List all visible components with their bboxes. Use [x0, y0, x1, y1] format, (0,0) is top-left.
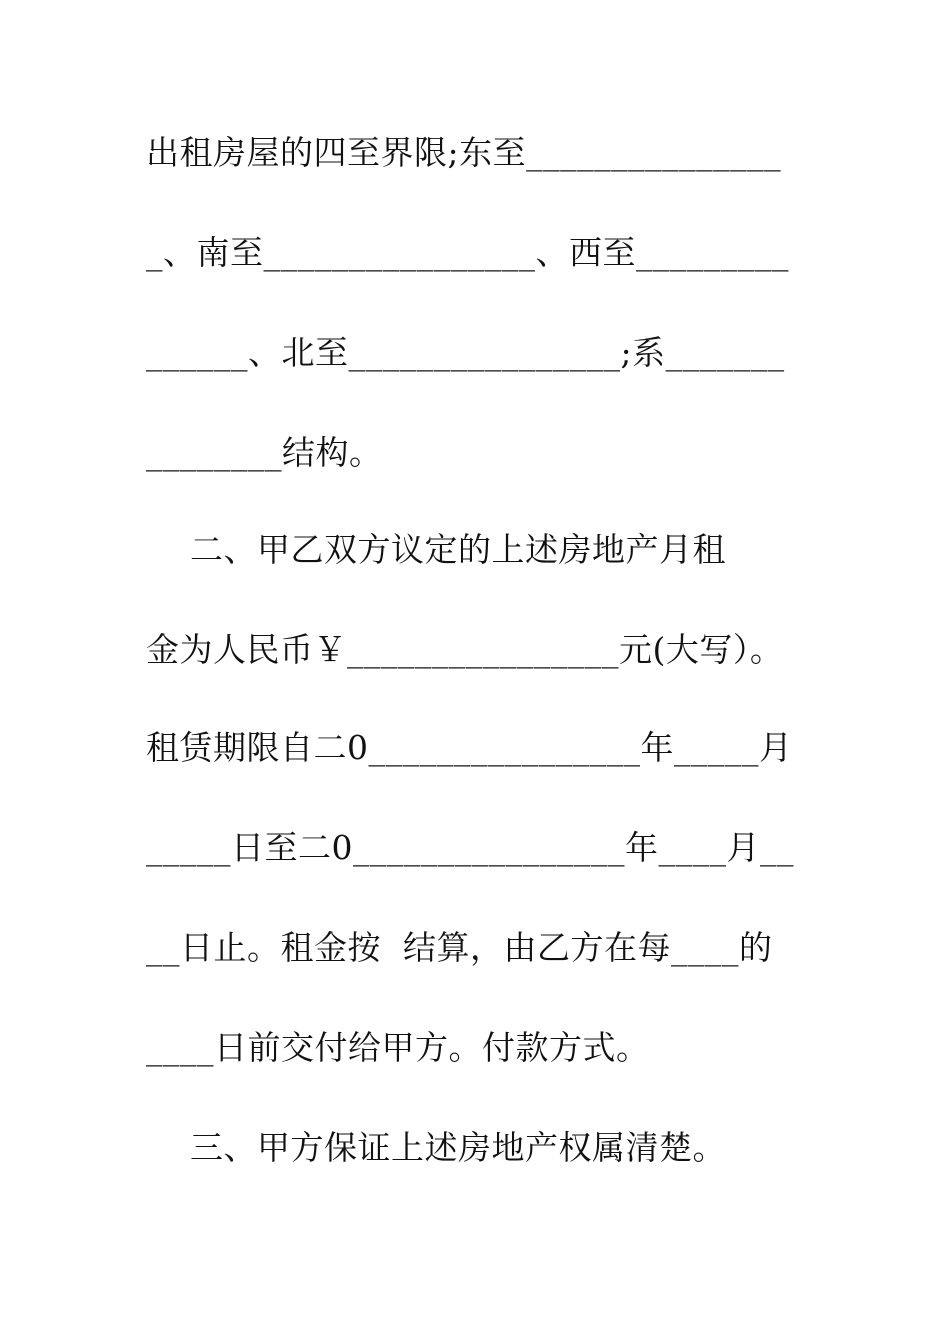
paragraph-heading-3: 三、甲方保证上述房地产权属清楚。	[146, 1128, 726, 1167]
text-line: __日止。租金按 结算，由乙方在每____的	[146, 928, 773, 967]
text-line: ________结构。	[146, 433, 383, 472]
text-line: ____日前交付给甲方。付款方式。	[146, 1028, 650, 1067]
text-line: _、南至________________、西至_________	[146, 233, 789, 272]
text-line: _____日至二0________________年____月__	[146, 828, 794, 867]
text-line: ______、北至________________;系_______	[146, 333, 785, 372]
paragraph-heading-2: 二、甲乙双方议定的上述房地产月租	[146, 530, 726, 569]
text-line: 金为人民币￥________________元(大写）。	[146, 630, 784, 669]
text-line: 租赁期限自二0________________年_____月	[146, 728, 793, 767]
text-line: 出租房屋的四至界限;东至_______________	[146, 133, 782, 172]
